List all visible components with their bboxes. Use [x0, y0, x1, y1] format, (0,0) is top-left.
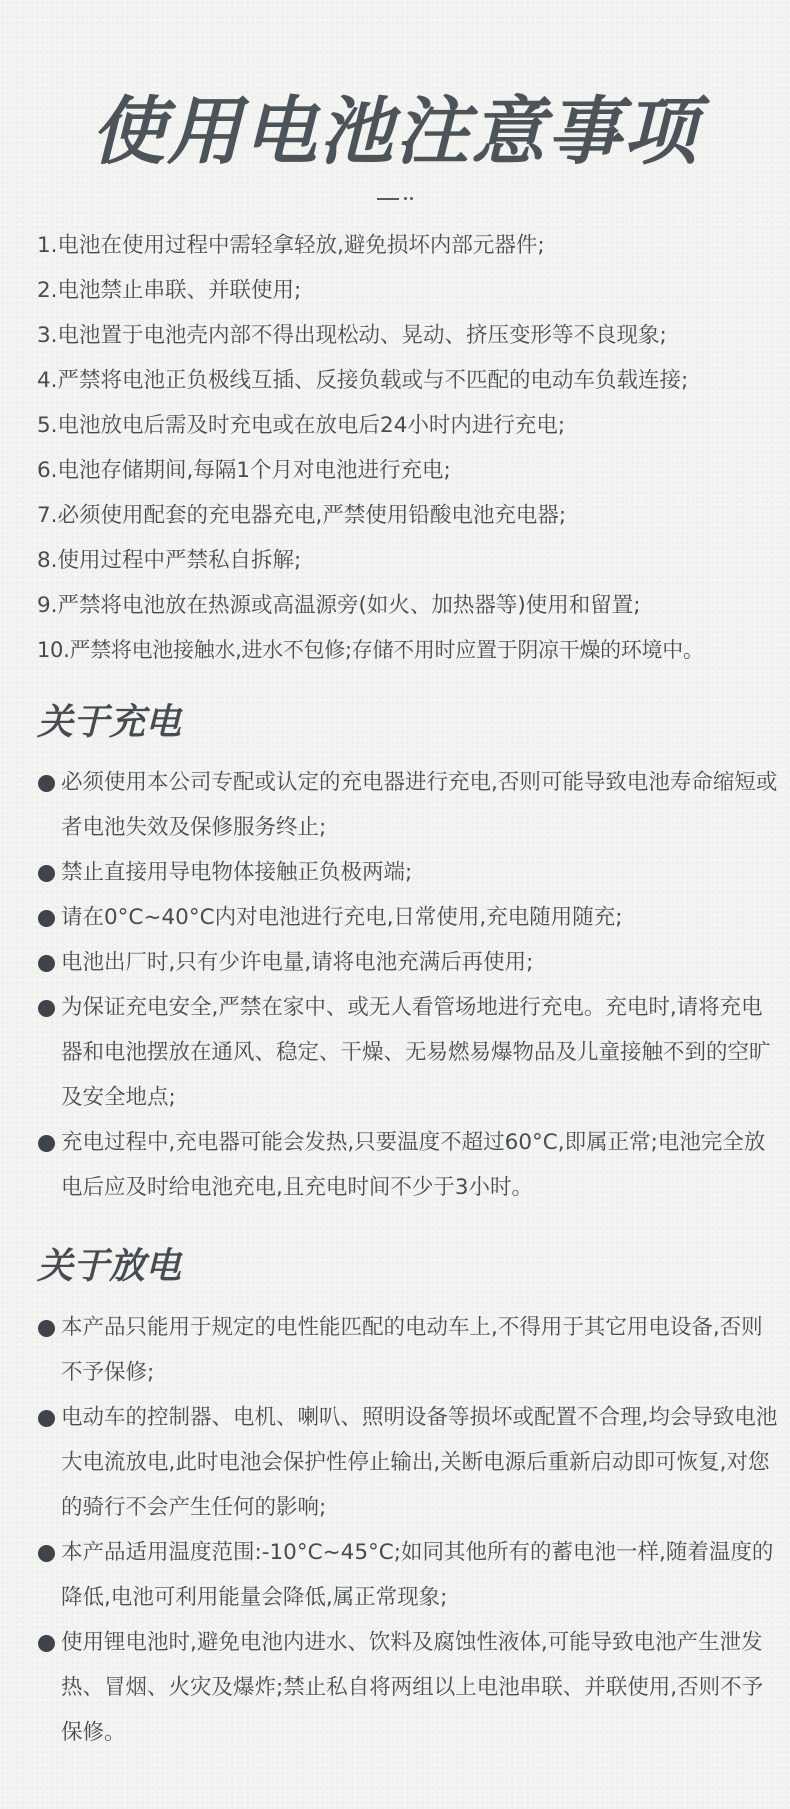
charging-item: [37, 985, 782, 1120]
usage-note-item: 9.严禁将电池放在热源或高温源旁(如火、加热器等)使用和留置;: [37, 593, 641, 618]
charging-section-title: 关于充电: [37, 702, 182, 743]
usage-notes-list: [37, 223, 782, 673]
bullet-dot-icon: [38, 775, 55, 792]
discharging-item-text: 使用锂电池时,避免电池内进水、饮料及腐蚀性液体,可能导致电池产生泄发热、冒烟、火灾及爆炸;禁止私自将两组以上电池串联、并联使用,否则不予保修。: [61, 1630, 764, 1745]
bullet-dot-icon: [38, 1410, 55, 1427]
discharging-item-text: 电动车的控制器、电机、喇叭、照明设备等损坏或配置不合理,均会导致电池大电流放电,此时电池会保护性停止输出,关断电源后重新启动即可恢复,对您的骑行不会产生任何的影响;: [61, 1405, 778, 1520]
bullet-dot-icon: [38, 865, 55, 882]
discharging-list: [37, 1305, 782, 1755]
charging-item-text: 请在0°C~40°C内对电池进行充电,日常使用,充电随用随充;: [61, 905, 623, 930]
discharging-item-text: 本产品适用温度范围:-10°C~45°C;如同其他所有的蓄电池一样,随着温度的降低,电池可利用能量会降低,属正常现象;: [61, 1540, 774, 1610]
title-divider-dash: [377, 198, 399, 200]
title-divider: [377, 195, 413, 203]
charging-item-text: 禁止直接用导电物体接触正负极两端;: [61, 860, 413, 885]
usage-note-item: 1.电池在使用过程中需轻拿轻放,避免损坏内部元器件;: [37, 233, 545, 258]
usage-note-item: 5.电池放电后需及时充电或在放电后24小时内进行充电;: [37, 413, 566, 438]
discharging-section-title: 关于放电: [37, 1246, 182, 1287]
charging-item: [37, 940, 782, 985]
bullet-dot-icon: [38, 1320, 55, 1337]
usage-note-item: 10.严禁将电池接触水,进水不包修;存储不用时应置于阴凉干燥的环境中。: [37, 638, 704, 662]
charging-item-text: 必须使用本公司专配或认定的充电器进行充电,否则可能导致电池寿命缩短或者电池失效及保修服务终止;: [61, 770, 778, 840]
discharging-item: [37, 1395, 782, 1530]
bullet-dot-icon: [38, 1135, 55, 1152]
discharging-item: [37, 1620, 782, 1755]
charging-item: [37, 895, 782, 940]
charging-item-text: 为保证充电安全,严禁在家中、或无人看管场地进行充电。充电时,请将充电器和电池摆放在通风、稳定、干燥、无易燃易爆物品及儿童接触不到的空旷及安全地点;: [61, 995, 771, 1110]
usage-note-item: 8.使用过程中严禁私自拆解;: [37, 548, 302, 573]
charging-item-text: 电池出厂时,只有少许电量,请将电池充满后再使用;: [61, 950, 534, 975]
bullet-dot-icon: [38, 955, 55, 972]
charging-list: [37, 760, 782, 1210]
usage-note-item: 7.必须使用配套的充电器充电,严禁使用铅酸电池充电器;: [37, 503, 567, 528]
charging-item: [37, 1120, 782, 1210]
bullet-dot-icon: [38, 1635, 55, 1652]
title-divider-dot: [404, 197, 407, 200]
charging-item: [37, 850, 782, 895]
usage-note-item: 6.电池存储期间,每隔1个月对电池进行充电;: [37, 458, 451, 483]
usage-note-item: 3.电池置于电池壳内部不得出现松动、晃动、挤压变形等不良现象;: [37, 323, 667, 348]
charging-item-text: 充电过程中,充电器可能会发热,只要温度不超过60°C,即属正常;电池完全放电后应及时给电池充电,且充电时间不少于3小时。: [61, 1130, 766, 1200]
page-title: 使用电池注意事项: [91, 89, 699, 175]
discharging-item: [37, 1530, 782, 1620]
usage-note-item: 4.严禁将电池正负极线互插、反接负载或与不匹配的电动车负载连接;: [37, 368, 689, 393]
title-divider-dot: [410, 197, 413, 200]
charging-item: [37, 760, 782, 850]
discharging-item-text: 本产品只能用于规定的电性能匹配的电动车上,不得用于其它用电设备,否则不予保修;: [61, 1315, 763, 1385]
bullet-dot-icon: [38, 910, 55, 927]
usage-note-item: 2.电池禁止串联、并联使用;: [37, 278, 302, 303]
discharging-item: [37, 1305, 782, 1395]
bullet-dot-icon: [38, 1545, 55, 1562]
bullet-dot-icon: [38, 1000, 55, 1017]
